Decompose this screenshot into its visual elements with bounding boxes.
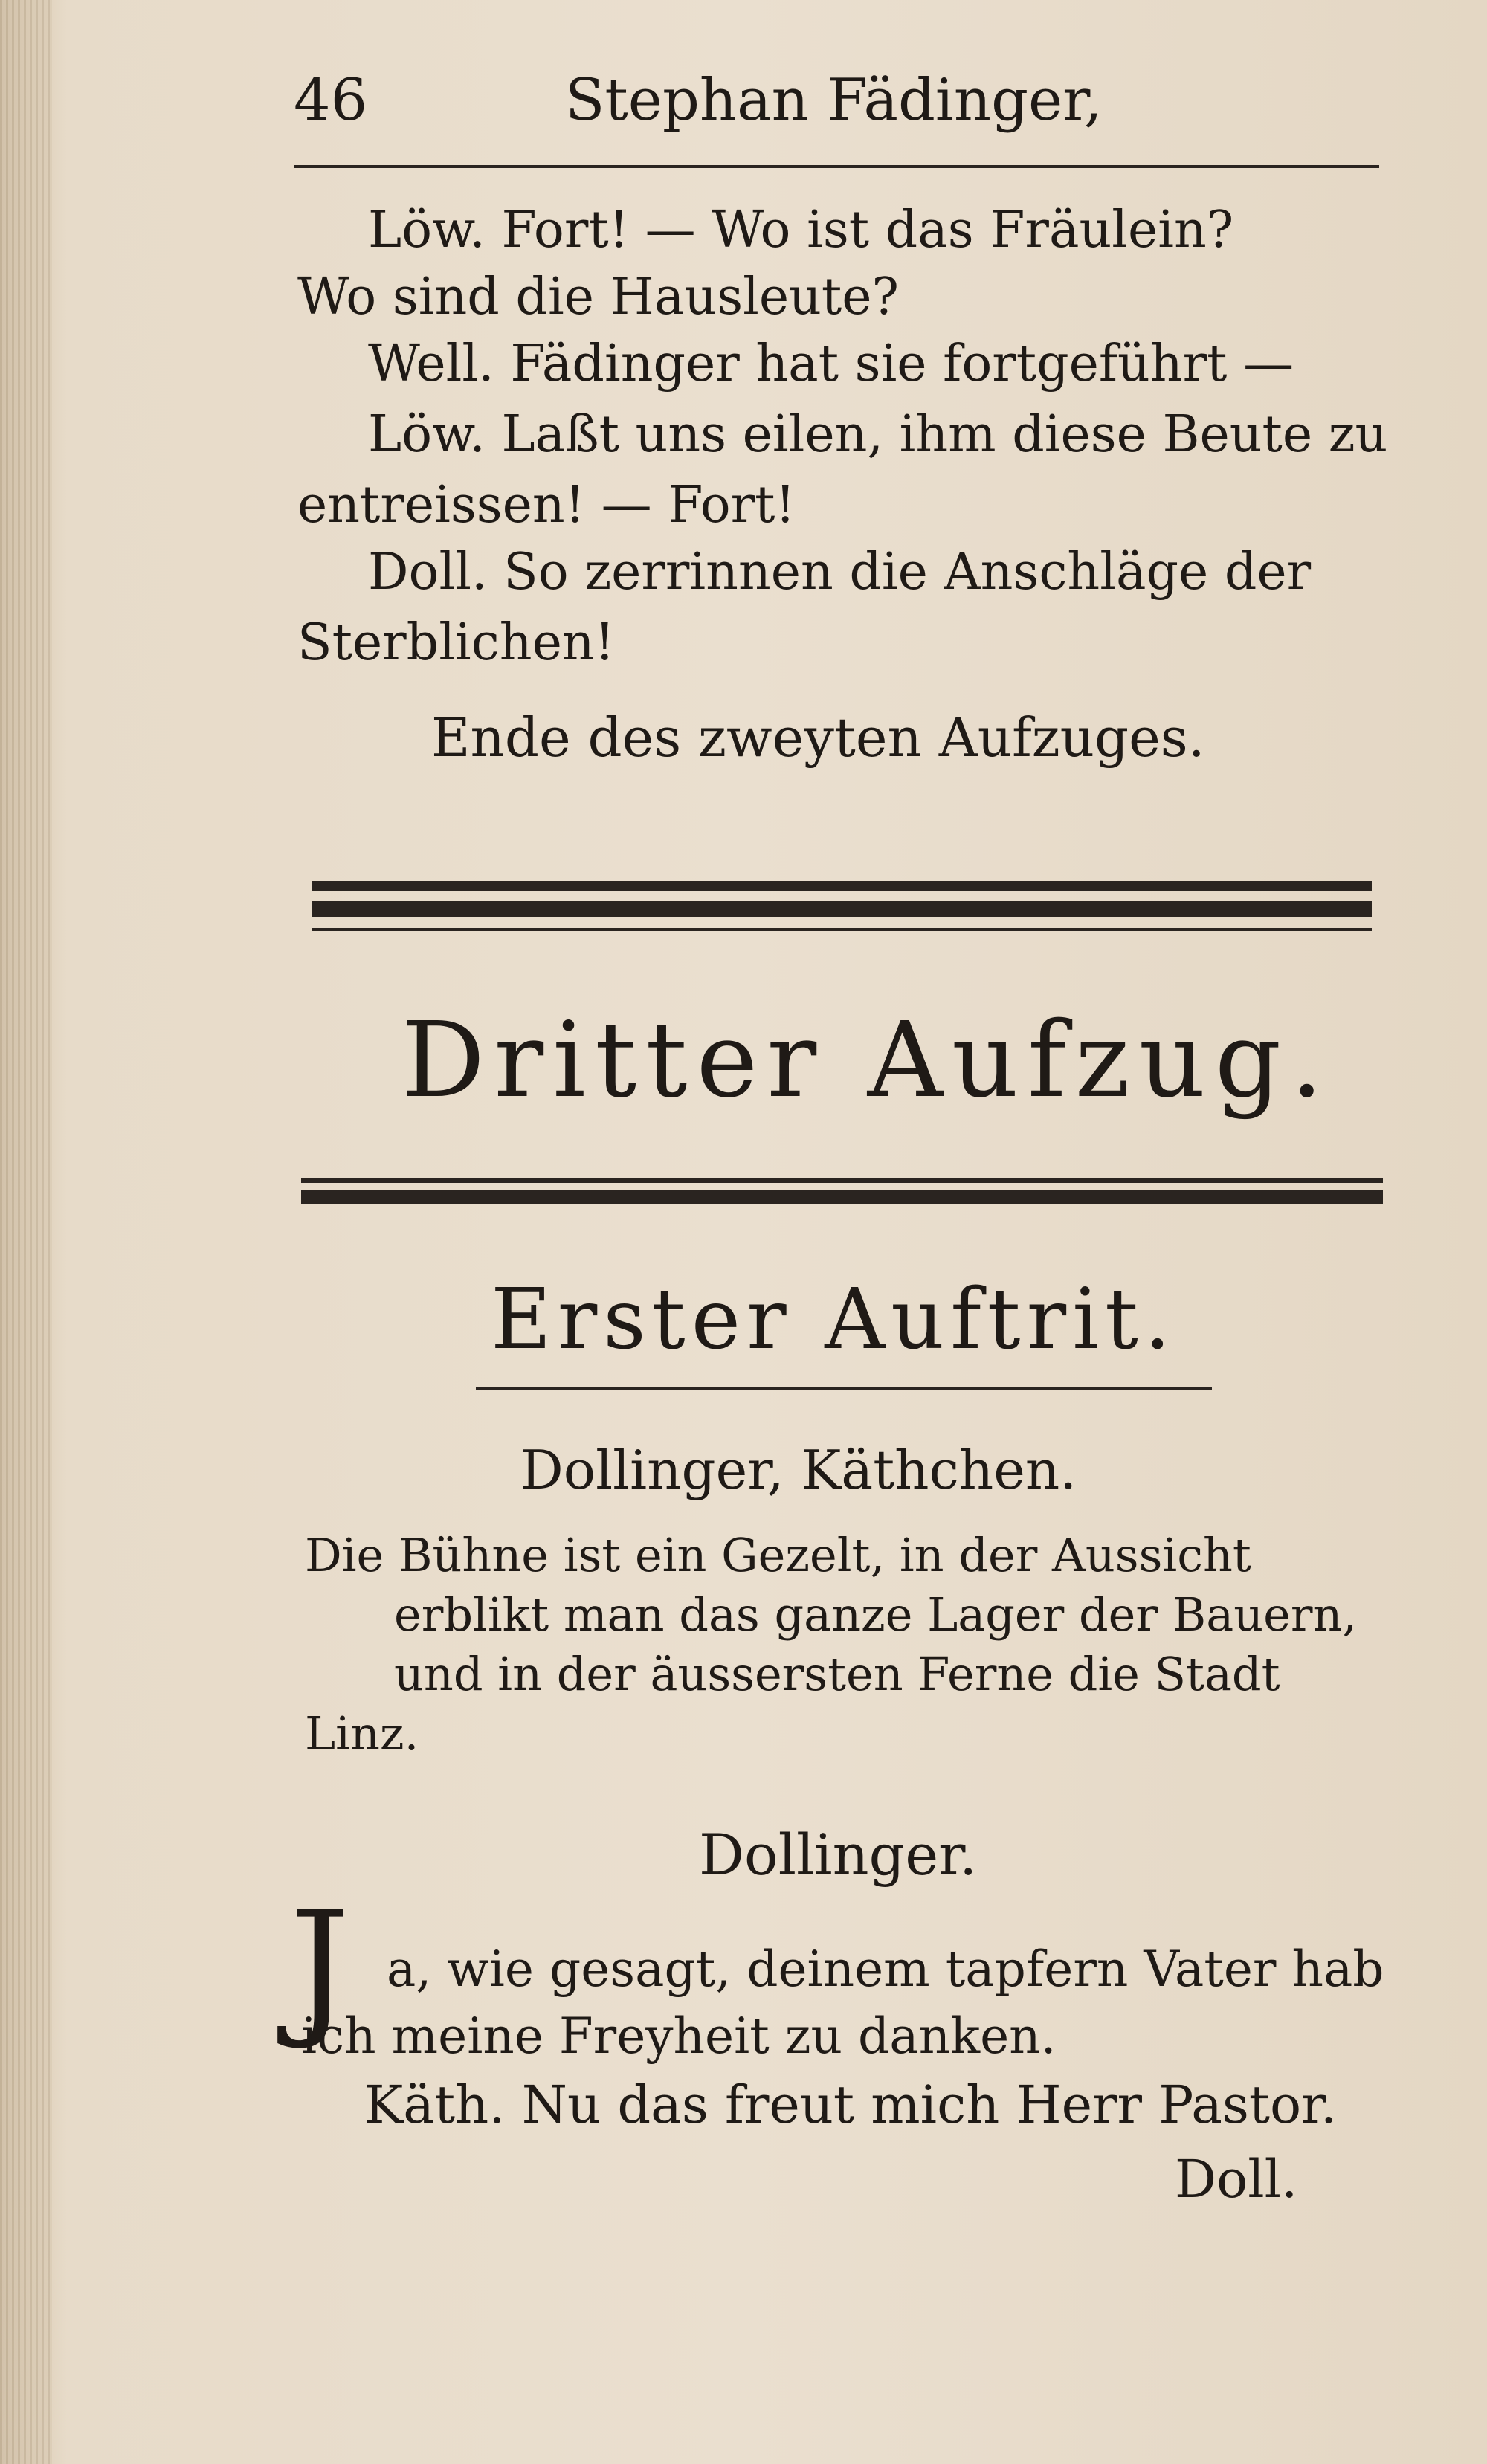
ornamental-rule bbox=[301, 1190, 1383, 1204]
text-line: Doll. So zerrinnen die Anschläge der bbox=[368, 543, 1312, 602]
speech-line: Käth. Nu das freut mich Herr Pastor. bbox=[364, 2074, 1338, 2135]
text-line: Well. Fädinger hat sie fortgeführt — bbox=[368, 335, 1294, 393]
ornamental-rule bbox=[312, 881, 1372, 891]
text-line: Löw. Fort! — Wo ist das Fräulein? bbox=[368, 201, 1234, 259]
speech-line: a, wie gesagt, deinem tapfern Vater hab bbox=[387, 1941, 1384, 1998]
drop-cap: J bbox=[290, 1880, 350, 2053]
ornamental-rule bbox=[301, 1178, 1383, 1183]
page-gutter bbox=[0, 0, 52, 2464]
page-number: 46 bbox=[294, 67, 368, 134]
end-of-act-line: Ende des zweyten Aufzuges. bbox=[431, 706, 1205, 769]
speech-line: ich meine Freyheit zu danken. bbox=[301, 2007, 1057, 2065]
stage-direction-line: Linz. bbox=[305, 1706, 419, 1761]
stage-direction-line: erblikt man das ganze Lager der Bauern, bbox=[394, 1587, 1358, 1642]
ornamental-rule bbox=[312, 901, 1372, 917]
text-line: Löw. Laßt uns eilen, ihm diese Beute zu bbox=[368, 405, 1388, 464]
text-line: Wo sind die Hausleute? bbox=[297, 268, 899, 326]
stage-direction-line: Die Bühne ist ein Gezelt, in der Aussicht bbox=[305, 1528, 1251, 1582]
persons-line: Dollinger, Käthchen. bbox=[520, 1439, 1077, 1501]
ornamental-rule bbox=[312, 928, 1372, 931]
act-title: Dritter Aufzug. bbox=[401, 1000, 1332, 1121]
scene-rule bbox=[476, 1387, 1212, 1390]
text-line: Sterblichen! bbox=[297, 613, 615, 672]
header-rule bbox=[294, 165, 1379, 168]
scene-title: Erster Auftrit. bbox=[491, 1271, 1177, 1368]
speaker-name: Dollinger. bbox=[699, 1822, 978, 1888]
stage-direction-line: und in der äussersten Ferne die Stadt bbox=[394, 1647, 1280, 1701]
text-line: entreissen! — Fort! bbox=[297, 476, 796, 535]
running-title: Stephan Fädinger, bbox=[565, 67, 1103, 134]
catchword: Doll. bbox=[1175, 2149, 1298, 2210]
